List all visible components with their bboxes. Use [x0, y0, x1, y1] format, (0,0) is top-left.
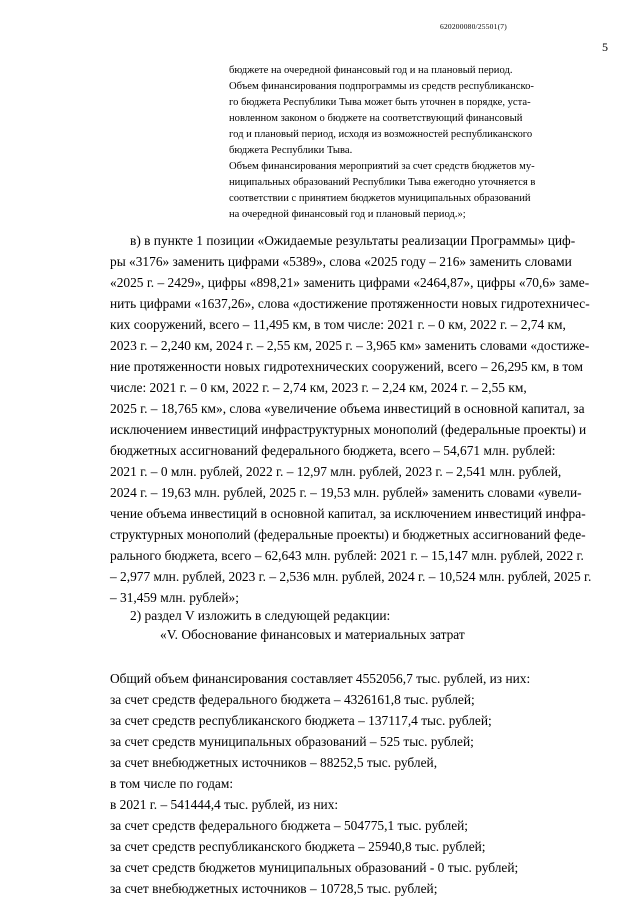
- paragraph-line: бюджетных ассигнований федерального бюджета, всего – 54,671 млн. рублей:: [110, 443, 556, 458]
- funding-line: за счет средств федерального бюджета – 504775,1 тыс. рублей;: [110, 818, 469, 833]
- paragraph-line: 2021 г. – 0 млн. рублей, 2022 г. – 12,97 млн. рублей, 2023 г. – 2,541 млн. рублей,: [110, 464, 562, 479]
- funding-line: в том числе по годам:: [110, 776, 234, 791]
- paragraph-line: 2023 г. – 2,240 км, 2024 г. – 2,55 км, 2025 г. – 3,965 км» заменить словами «достиже-: [110, 338, 590, 353]
- funding-line: за счет средств республиканского бюджета – 25940,8 тыс. рублей;: [110, 839, 486, 854]
- funding-line: за счет внебюджетных источников – 10728,5 тыс. рублей;: [110, 881, 438, 896]
- paragraph-line: структурных монополий (федеральные проекты) и бюджетных ассигнований феде-: [110, 527, 586, 542]
- quote-line: новленном законом о бюджете на соответствующий финансовый: [229, 113, 523, 124]
- funding-line: за счет средств республиканского бюджета – 137117,4 тыс. рублей;: [110, 713, 492, 728]
- item-b-paragraph: [110, 230, 610, 608]
- paragraph-line: исключением инвестиций инфраструктурных монополий (федеральные проекты) и: [110, 422, 587, 437]
- funding-line: за счет внебюджетных источников – 88252,5 тыс. рублей,: [110, 755, 438, 770]
- paragraph-line: – 31,459 млн. рублей»;: [110, 590, 239, 605]
- section-title: «V. Обоснование финансовых и материальных затрат: [160, 627, 465, 642]
- paragraph-line: «2025 г. – 2429», цифры «898,21» заменить цифрами «2464,87», цифры «70,6» заме-: [110, 275, 590, 290]
- funding-line: за счет средств муниципальных образований – 525 тыс. рублей;: [110, 734, 474, 749]
- paragraph-line: 2025 г. – 18,765 км», слова «увеличение объема инвестиций в основной капитал, за: [110, 401, 585, 416]
- quote-line: бюджета Республики Тыва.: [229, 145, 353, 156]
- paragraph-line: в) в пункте 1 позиции «Ожидаемые результаты реализации Программы» циф-: [130, 233, 576, 248]
- funding-line: за счет средств федерального бюджета – 4326161,8 тыс. рублей;: [110, 692, 475, 707]
- funding-line: за счет средств бюджетов муниципальных образований - 0 тыс. рублей;: [110, 860, 519, 875]
- document-code: 620200080/25501(7): [440, 22, 507, 31]
- paragraph-line: чение объема инвестиций в основной капитал, за исключением инвестиций инфра-: [110, 506, 586, 521]
- quote-line: бюджете на очередной финансовый год и на плановый период.: [229, 65, 513, 76]
- paragraph-line: ких сооружений, всего – 11,495 км, в том числе: 2021 г. – 0 км, 2022 г. – 2,74 км,: [110, 317, 566, 332]
- item-2-text: 2) раздел V изложить в следующей редакции:: [130, 608, 391, 623]
- quote-line: год и плановый период, исходя из возможностей республиканского: [229, 129, 533, 140]
- page-number: 5: [602, 40, 608, 54]
- paragraph-line: 2024 г. – 19,63 млн. рублей, 2025 г. – 19,53 млн. рублей» заменить словами «увели-: [110, 485, 582, 500]
- quote-line: Объем финансирования подпрограммы из средств республиканско-: [229, 81, 534, 92]
- paragraph-line: ры «3176» заменить цифрами «5389», слова «2025 году – 216» заменить словами: [110, 254, 572, 269]
- quote-line: соответствии с принятием бюджетов муниципальных образований: [229, 193, 531, 204]
- paragraph-line: числе: 2021 г. – 0 км, 2022 г. – 2,74 км, 2023 г. – 2,24 км, 2024 г. – 2,55 км,: [110, 380, 527, 395]
- funding-line: в 2021 г. – 541444,4 тыс. рублей, из них:: [110, 797, 339, 812]
- quote-line: Объем финансирования мероприятий за счет средств бюджетов му-: [229, 161, 535, 172]
- paragraph-line: – 2,977 млн. рублей, 2023 г. – 2,536 млн. рублей, 2024 г. – 10,524 млн. рублей, 2025 г.: [110, 569, 592, 584]
- quote-line: ниципальных образований Республики Тыва ежегодно уточняется в: [229, 177, 536, 188]
- quote-line: го бюджета Республики Тыва может быть уточнен в порядке, уста-: [229, 97, 531, 108]
- funding-block: [110, 668, 610, 899]
- paragraph-line: рального бюджета, всего – 62,643 млн. рублей: 2021 г. – 15,147 млн. рублей, 2022 г.: [110, 548, 584, 563]
- quoted-text-block: [229, 63, 611, 223]
- funding-line: Общий объем финансирования составляет 4552056,7 тыс. рублей, из них:: [110, 671, 531, 686]
- quote-line: на очередной финансовый год и плановый период.»;: [229, 209, 466, 220]
- paragraph-line: нить цифрами «1637,26», слова «достижение протяженности новых гидротехничес-: [110, 296, 590, 311]
- paragraph-line: ние протяженности новых гидротехнических сооружений, всего – 26,295 км, в том: [110, 359, 583, 374]
